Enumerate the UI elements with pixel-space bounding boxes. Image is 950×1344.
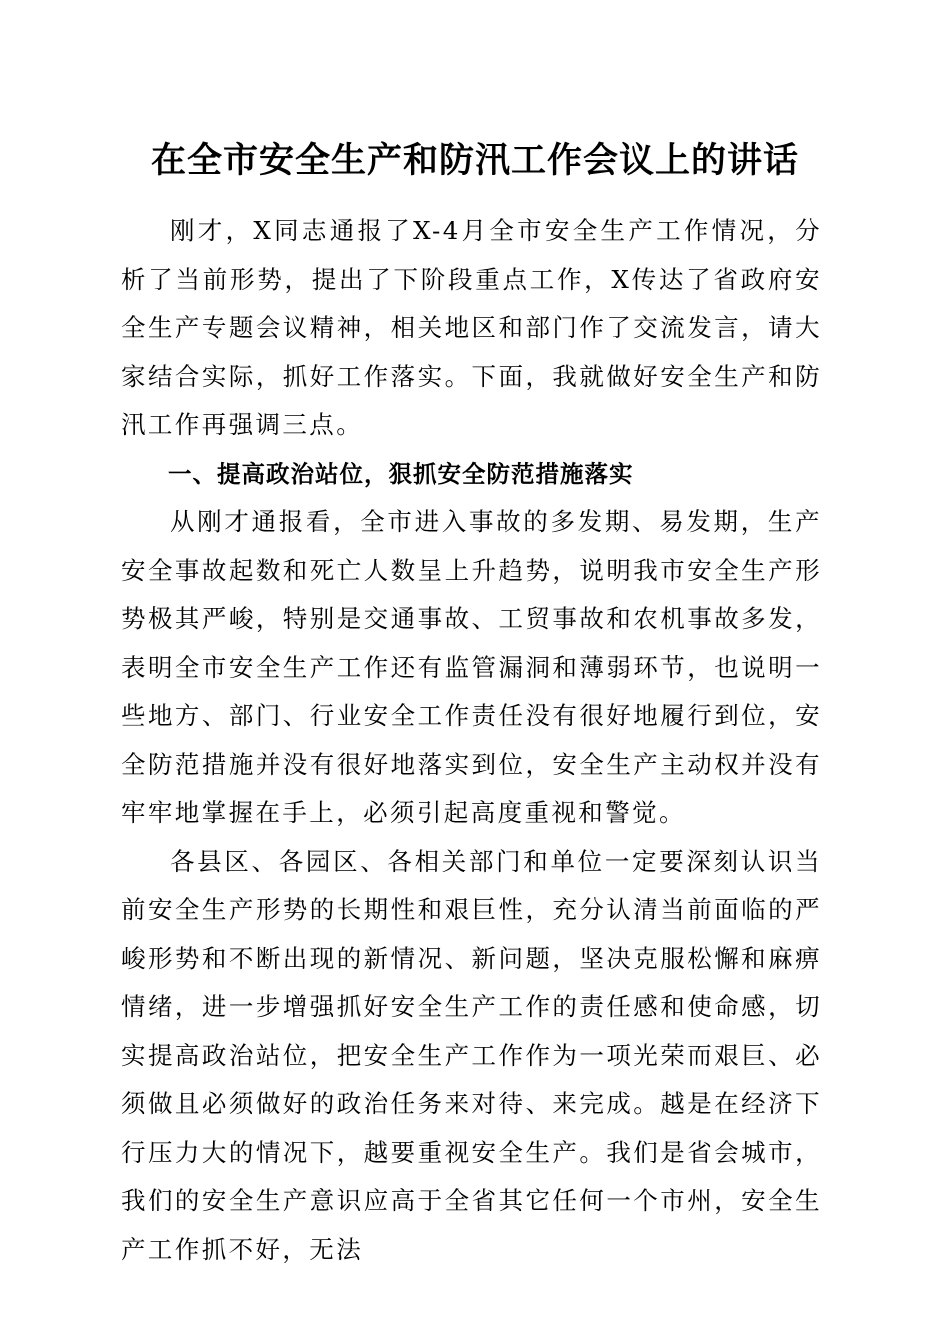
document-body [121, 207, 822, 1274]
document-title: 在全市安全生产和防汛工作会议上的讲话 [150, 140, 799, 181]
body-paragraph: 从刚才通报看，全市进入事故的多发期、易发期，生产安全事故起数和死亡人数呈上升趋势，说明我市安全生产形势极其严峻，特别是交通事故、工贸事故和农机事故多发，表明全市安全生产工作还有监管漏洞和薄弱环节，也说明一些地方、部门、行业安全工作责任没有很好地履行到位，安全防范措施并没有很好地落实到位，安全生产主动权并没有牢牢地掌握在手上，必须引起高度重视和警觉。 [121, 507, 822, 827]
section-heading-1: 一、提高政治站位，狠抓安全防范措施落实 [168, 459, 634, 488]
intro-paragraph: 刚才，X同志通报了X-4月全市安全生产工作情况，分析了当前形势，提出了下阶段重点工作，X传达了省政府安全生产专题会议精神，相关地区和部门作了交流发言，请大家结合实际，抓好工作落实。下面，我就做好安全生产和防汛工作再强调三点。 [121, 216, 822, 439]
body-paragraph: 各县区、各园区、各相关部门和单位一定要深刻认识当前安全生产形势的长期性和艰巨性，充分认清当前面临的严峻形势和不断出现的新情况、新问题，坚决克服松懈和麻痹情绪，进一步增强抓好安全生产工作的责任感和使命感，切实提高政治站位，把安全生产工作作为一项光荣而艰巨、必须做且必须做好的政治任务来对待、来完成。越是在经济下行压力大的情况下，越要重视安全生产。我们是省会城市，我们的安全生产意识应高于全省其它任何一个市州，安全生产工作抓不好，无法 [121, 846, 822, 1264]
